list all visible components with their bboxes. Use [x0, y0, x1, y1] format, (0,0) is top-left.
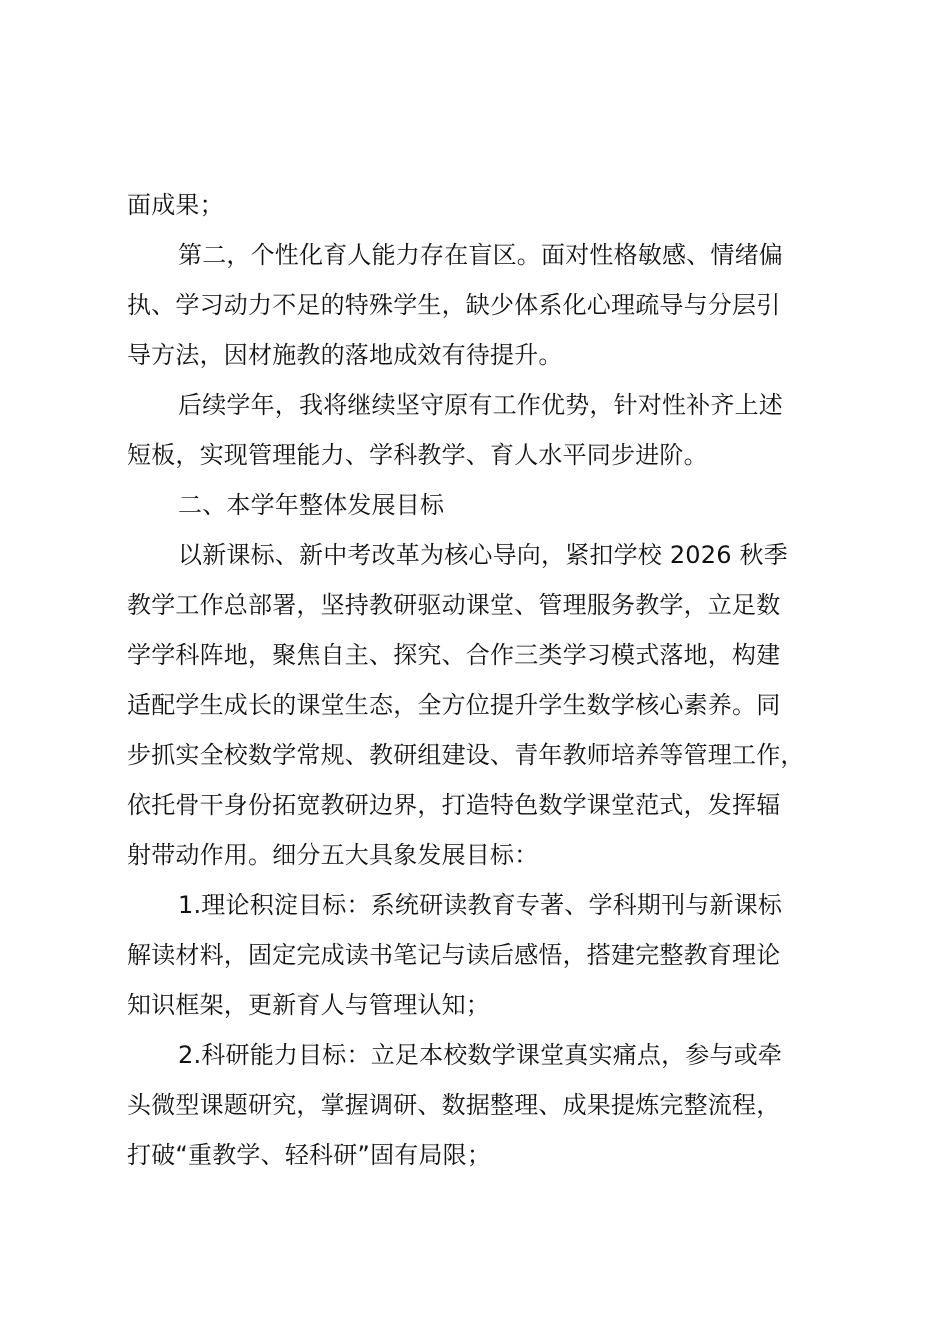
text-line: 依托骨干身份拓宽教研边界，打造特色数学课堂范式，发挥辐: [127, 791, 781, 819]
text-line: 知识框架，更新育人与管理认知；: [127, 991, 490, 1019]
paragraph-first-line: 以新课标、新中考改革为核心导向，紧扣学校 2026 秋季: [178, 541, 788, 569]
text-line: 执、学习动力不足的特殊学生，缺少体系化心理疏导与分层引: [127, 291, 781, 319]
list-item-first-line: 2.科研能力目标：立足本校数学课堂真实痛点，参与或牵: [178, 1041, 783, 1069]
text-line: 解读材料，固定完成读书笔记与读后感悟，搭建完整教育理论: [127, 941, 781, 969]
text-line: 学学科阵地，聚焦自主、探究、合作三类学习模式落地，构建: [127, 641, 781, 669]
text-line: 打破“重教学、轻科研”固有局限；: [127, 1141, 492, 1169]
text-line: 射带动作用。细分五大具象发展目标：: [127, 841, 539, 869]
text-line: 导方法，因材施教的落地成效有待提升。: [127, 341, 563, 369]
paragraph-first-line: 后续学年，我将继续坚守原有工作优势，针对性补齐上述: [178, 391, 783, 419]
list-item-first-line: 1.理论积淀目标：系统研读教育专著、学科期刊与新课标: [178, 891, 783, 919]
text-line: 教学工作总部署，坚持教研驱动课堂、管理服务教学，立足数: [127, 591, 781, 619]
paragraph-first-line: 第二，个性化育人能力存在盲区。面对性格敏感、情绪偏: [178, 241, 783, 269]
text-line: 头微型课题研究，掌握调研、数据整理、成果提炼完整流程，: [127, 1091, 781, 1119]
text-line: 面成果；: [127, 191, 224, 219]
text-line: 适配学生成长的课堂生态，全方位提升学生数学核心素养。同: [127, 691, 781, 719]
text-line: 步抓实全校数学常规、教研组建设、青年教师培养等管理工作，: [127, 741, 805, 769]
section-heading: 二、本学年整体发展目标: [178, 491, 445, 519]
text-line: 短板，实现管理能力、学科教学、育人水平同步进阶。: [127, 441, 708, 469]
